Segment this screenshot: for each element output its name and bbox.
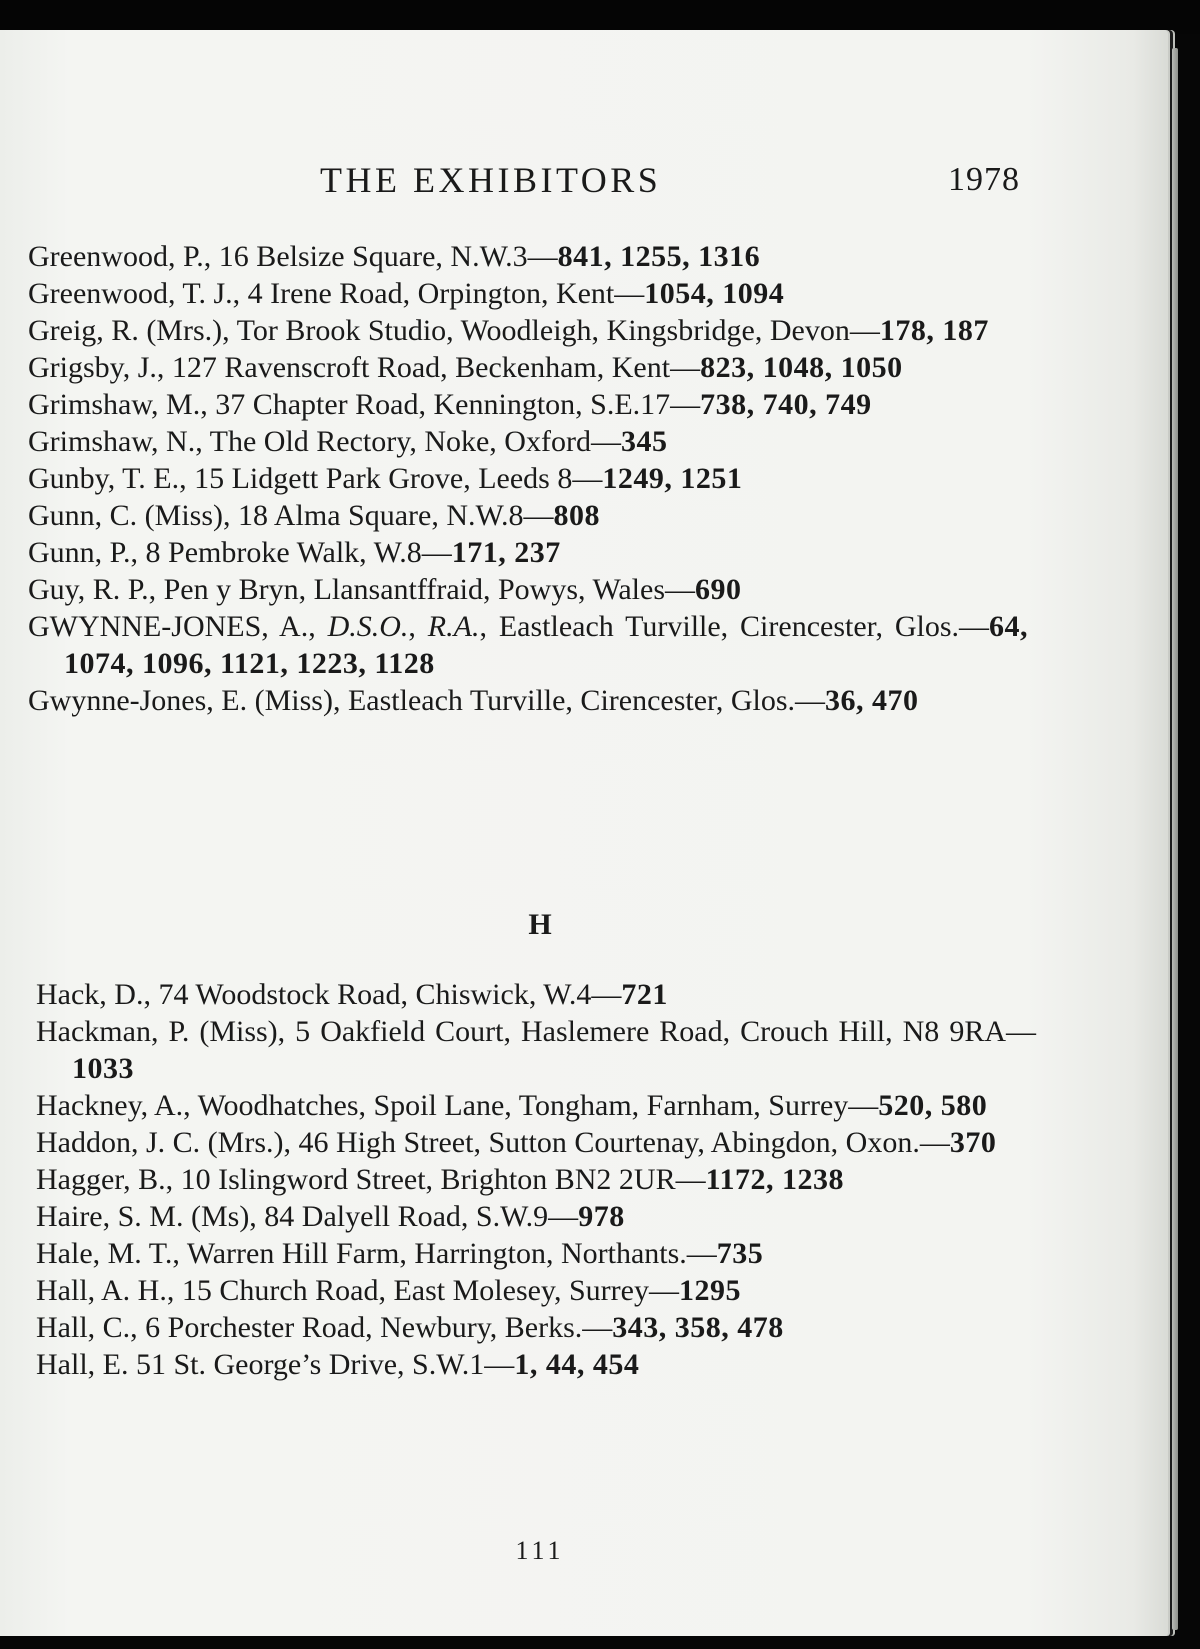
catalogue-numbers: 343, 358, 478 — [612, 1311, 784, 1344]
catalogue-numbers: 690 — [695, 573, 742, 606]
entry-text: Hall, A. H., 15 Church Road, East Molesey, Surrey— — [36, 1274, 679, 1307]
catalogue-numbers: 178, 187 — [879, 314, 989, 347]
exhibitor-entry — [28, 238, 1028, 275]
catalogue-numbers: 36, 470 — [825, 684, 919, 717]
catalogue-numbers: 721 — [621, 978, 668, 1011]
catalogue-numbers: 738, 740, 749 — [700, 388, 872, 421]
page-stack-edge — [1172, 48, 1178, 1630]
entry-text: Grigsby, J., 127 Ravenscroft Road, Beckenham, Kent— — [28, 351, 701, 384]
honour-ra: R.A. — [427, 610, 480, 643]
section-heading-h: H — [528, 908, 552, 941]
catalogue-numbers: 64, 1074, 1096, 1121, 1223, 1128 — [64, 610, 1028, 680]
entry-text: Hall, C., 6 Porchester Road, Newbury, Berks.— — [36, 1311, 613, 1344]
running-header — [0, 158, 1168, 202]
exhibitor-entry — [36, 1346, 1036, 1383]
catalogue-numbers: 1172, 1238 — [705, 1163, 844, 1196]
page-number: 111 — [515, 1536, 565, 1565]
entry-text: Guy, R. P., Pen y Bryn, Llansantffraid, Powys, Wales— — [28, 573, 696, 606]
entry-name: GWYNNE-JONES, A., — [28, 610, 328, 643]
entry-text: Greig, R. (Mrs.), Tor Brook Studio, Woodleigh, Kingsbridge, Devon— — [28, 314, 880, 347]
catalogue-numbers: 823, 1048, 1050 — [700, 351, 903, 384]
entry-text: Hagger, B., 10 Islingword Street, Brighton BN2 2UR— — [36, 1163, 706, 1196]
catalogue-numbers: 978 — [578, 1200, 625, 1233]
exhibitor-entry — [36, 1198, 1036, 1235]
entry-text: Haire, S. M. (Ms), 84 Dalyell Road, S.W.9— — [36, 1200, 579, 1233]
exhibitor-entry-gwynne-jones-a — [28, 608, 1028, 682]
catalogue-numbers: 1, 44, 454 — [514, 1348, 640, 1381]
catalogue-numbers: 520, 580 — [878, 1089, 988, 1122]
honour-dso: D.S.O. — [327, 610, 409, 643]
page-year: 1978 — [948, 161, 1020, 198]
exhibitor-entry — [36, 1124, 1036, 1161]
catalogue-numbers: 735 — [716, 1237, 764, 1270]
exhibitor-entry — [36, 1309, 1036, 1346]
entry-address: , Eastleach Turville, Cirencester, Glos.— — [479, 610, 989, 643]
honour-separator: , — [408, 610, 428, 643]
entry-text: Gwynne-Jones, E. (Miss), Eastleach Turville, Cirencester, Glos.— — [28, 684, 826, 717]
exhibitor-entry — [28, 534, 1028, 571]
exhibitor-entry — [28, 275, 1028, 312]
entry-text: Hale, M. T., Warren Hill Farm, Harrington, Northants.— — [36, 1237, 717, 1270]
entry-text: Hall, E. 51 St. George’s Drive, S.W.1— — [36, 1348, 515, 1381]
exhibitor-list-h — [36, 976, 1036, 1383]
exhibitor-list-g — [28, 238, 1028, 719]
entry-text: Hack, D., 74 Woodstock Road, Chiswick, W.4— — [36, 978, 622, 1011]
page-title: THE EXHIBITORS — [320, 160, 662, 200]
book-page — [0, 30, 1168, 1636]
catalogue-numbers: 841, 1255, 1316 — [557, 240, 761, 273]
exhibitor-entry — [36, 976, 1036, 1013]
catalogue-numbers: 171, 237 — [451, 536, 561, 569]
catalogue-numbers: 345 — [620, 425, 668, 458]
catalogue-numbers: 1033 — [72, 1052, 134, 1085]
catalogue-numbers: 1295 — [678, 1274, 741, 1307]
catalogue-numbers: 808 — [553, 499, 601, 532]
entry-text: Gunby, T. E., 15 Lidgett Park Grove, Leeds 8— — [28, 462, 603, 495]
exhibitor-entry — [36, 1235, 1036, 1272]
exhibitor-entry — [36, 1087, 1036, 1124]
exhibitor-entry — [28, 423, 1028, 460]
entry-text: Gunn, C. (Miss), 18 Alma Square, N.W.8— — [28, 499, 554, 532]
catalogue-numbers: 370 — [949, 1126, 997, 1159]
exhibitor-entry — [28, 682, 1028, 719]
entry-text: Hackney, A., Woodhatches, Spoil Lane, Tongham, Farnham, Surrey— — [36, 1089, 879, 1122]
exhibitor-entry — [36, 1272, 1036, 1309]
entry-text: Greenwood, T. J., 4 Irene Road, Orpington, Kent— — [28, 277, 645, 310]
entry-text: Haddon, J. C. (Mrs.), 46 High Street, Sutton Courtenay, Abingdon, Oxon.— — [36, 1126, 950, 1159]
exhibitor-entry — [28, 312, 1028, 349]
exhibitor-entry — [28, 386, 1028, 423]
scan-background — [0, 0, 1200, 34]
entry-text: Grimshaw, N., The Old Rectory, Noke, Oxford— — [28, 425, 621, 458]
catalogue-numbers: 1054, 1094 — [644, 277, 785, 310]
exhibitor-entry — [36, 1161, 1036, 1198]
exhibitor-entry — [36, 1013, 1036, 1087]
exhibitor-entry — [28, 497, 1028, 534]
entry-text: Greenwood, P., 16 Belsize Square, N.W.3— — [28, 240, 558, 273]
entry-text: Grimshaw, M., 37 Chapter Road, Kennington, S.E.17— — [28, 388, 701, 421]
catalogue-numbers: 1249, 1251 — [602, 462, 743, 495]
entry-text: Hackman, P. (Miss), 5 Oakfield Court, Haslemere Road, Crouch Hill, N8 9RA— — [36, 1015, 1036, 1048]
exhibitor-entry — [28, 571, 1028, 608]
exhibitor-entry — [28, 349, 1028, 386]
exhibitor-entry — [28, 460, 1028, 497]
entry-text: Gunn, P., 8 Pembroke Walk, W.8— — [28, 536, 452, 569]
